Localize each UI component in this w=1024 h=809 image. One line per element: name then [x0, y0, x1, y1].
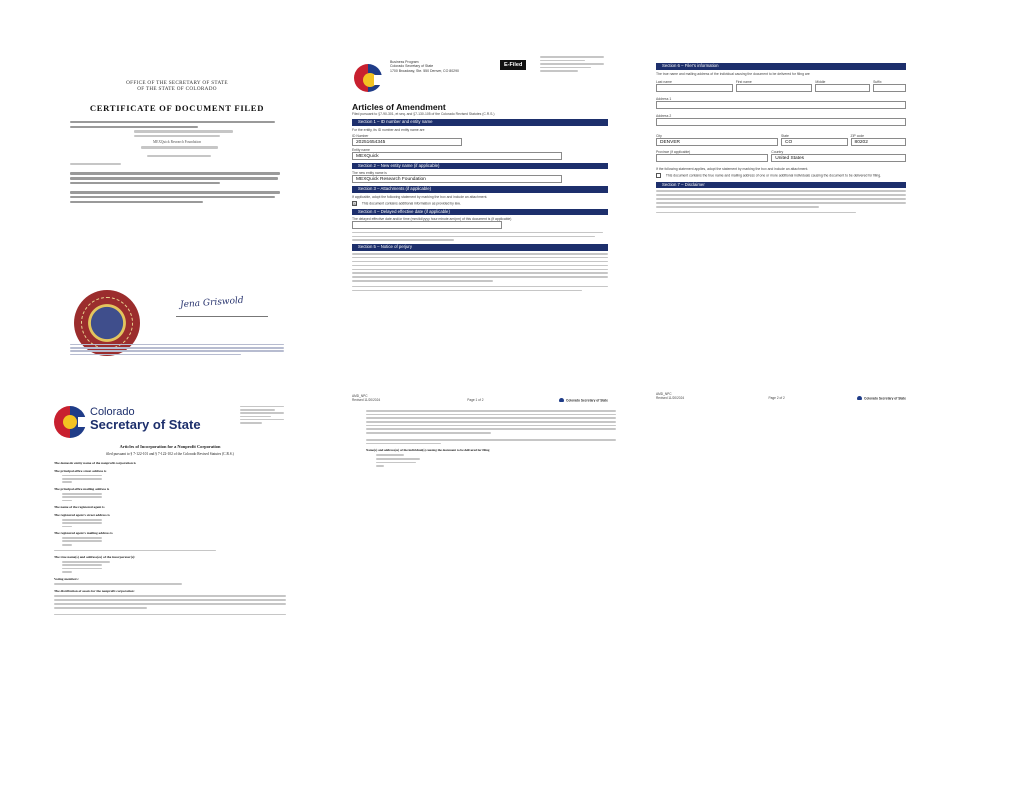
incorporation-page: Colorado Secretary of State Articles of Incorporation for a Nonprofit Corporation filed pursuant to § 7-122-101 and § 7-122-102 of the Colorado Revised Statutes (C.R.S.) The domestic entity name of the nonprofit corporation is The principal office street address is The principal office mailing address is The name of the registered agent is The registered agent's street address is The registered agent's mailing address is The true name(s) and address(es) of the incorporator(s): Voting members: The distribution of assets for the nonprofit corporation:	[54, 402, 286, 747]
disclaimer-text	[656, 190, 906, 213]
brand-logo-icon	[559, 398, 564, 402]
statute-line: filed pursuant to § 7-122-101 and § 7-122-102 of the Colorado Revised Statutes (C.R.S.)	[106, 452, 234, 456]
brand-logo-icon	[857, 396, 862, 400]
city-state-zip: City DENVER State CO ZIP code 80202	[656, 132, 906, 146]
delayed-date-field[interactable]	[352, 221, 502, 229]
colorado-logo-icon	[354, 64, 382, 92]
certificate-title: CERTIFICATE OF DOCUMENT FILED	[89, 102, 265, 113]
colorado-logo-icon	[54, 406, 86, 438]
address-2-field[interactable]	[656, 118, 906, 126]
first-name-field[interactable]	[736, 84, 813, 92]
section-1-header: Section 1 – ID number and entity name	[352, 119, 608, 126]
page-footer: AMD_NPC Revised 11/20/2024 Page 1 of 2 Colorado Secretary of State	[352, 394, 608, 402]
section-2-header: Section 2 – New entity name (if applicable)	[352, 163, 608, 170]
amendment-page-2: Section 6 – Filer's information The true name and mailing address of the individual causing the document to be delivered for filing are Last name First name Middle Suffix Address 1 Address 2 City DENVER State CO ZIP code 80202 Province (if applicable) Country United States If the following statement applies, adopt the statement by marking the box and include an attachment. This document contains the true name and mailing address of one or more additional individuals causing the document to be delivered for filing. Section 7 – Disclaimer AMD_NPC Revised 11/20/2024 Page 2 of 2 Colorado Secretary of State	[656, 60, 906, 400]
entity-name-field[interactable]: MEXQuick	[352, 152, 562, 160]
filer-question: Name(s) and address(es) of the individual(s) causing the document to be delivered for filing	[366, 448, 490, 453]
last-name-field[interactable]	[656, 84, 733, 92]
certificate-footer	[70, 342, 284, 357]
section-6-header: Section 6 – Filer's information	[656, 63, 906, 70]
name-fields: Last name First name Middle Suffix	[656, 78, 906, 92]
amendment-page-1: Business Program Colorado Secretary of State 1700 Broadway, Ste. 550 Denver, CO 80290 E-Filed Articles of Amendment Filed pursuant to §7-90-301, et seq. and §7-130-105 of the Colorado Revised Statutes (C.R.S.) Section 1 – ID number and entity name For the entity, its ID number and entity name are ID Number 20251654345 Entity name MEXQuick Section 2 – New entity name (if applicable) The new entity name is MEXQuick Research Foundation Section 3 – Attachments (if applicable) If applicable, adopt the following statement by marking the box and include an attachment. ☒ This document contains additional information as provided by law. Section 4 – Delayed effective date (if applicable) The delayed effective date and/or time (mm/dd/yyyy hour:minute am/pm) of this document is (if applicable) Section 5 – Notice of perjury AMD_NPC Revised 11/20/2024 Page 1 of 2 Colorado Secretary of State	[352, 52, 608, 402]
suffix-field[interactable]	[873, 84, 906, 92]
additional-individuals-statement: This document contains the true name and mailing address of one or more additional individuals causing the document to be delivered for filing.	[656, 173, 906, 178]
amendment-header	[352, 52, 608, 100]
address-1-field[interactable]	[656, 101, 906, 109]
filing-stamp	[540, 54, 604, 74]
efiled-badge: E-Filed	[500, 60, 526, 70]
signature-line	[176, 316, 268, 317]
middle-name-field[interactable]	[815, 84, 870, 92]
section-3-header: Section 3 – Attachments (if applicable)	[352, 186, 608, 193]
incorporation-title: Articles of Incorporation for a Nonprofit Corporation	[119, 444, 221, 449]
page-footer: AMD_NPC Revised 11/20/2024 Page 2 of 2 Colorado Secretary of State	[656, 392, 906, 400]
business-program-info: Business Program Colorado Secretary of State 1700 Broadway, Ste. 550 Denver, CO 80290	[390, 60, 460, 73]
zip-field[interactable]: 80202	[851, 138, 906, 146]
certificate-body	[62, 121, 292, 203]
incorporation-header: Colorado Secretary of State	[54, 402, 286, 442]
document-title: Articles of Amendment	[352, 102, 446, 112]
section-5-header: Section 5 – Notice of perjury	[352, 244, 608, 251]
certificate-entity: MEXQuick Research Foundation	[152, 139, 202, 144]
amendment-page-3	[366, 408, 616, 528]
filing-metadata	[240, 404, 284, 426]
signature: Jena Griswold	[179, 295, 244, 311]
state-field[interactable]: CO	[781, 138, 848, 146]
attachment-statement: ☒ This document contains additional information as provided by law.	[353, 200, 461, 206]
certificate-page	[62, 72, 292, 377]
office-heading: OFFICE OF THE SECRETARY OF STATE OF THE STATE OF COLORADO	[126, 80, 228, 93]
country-field[interactable]: United States	[771, 154, 906, 162]
city-field[interactable]: DENVER	[656, 138, 778, 146]
new-entity-name-field[interactable]: MEXQuick Research Foundation	[352, 175, 562, 183]
section-4-header: Section 4 – Delayed effective date (if applicable)	[352, 209, 608, 216]
additional-individuals-checkbox[interactable]	[656, 173, 661, 178]
section-7-header: Section 7 – Disclaimer	[656, 182, 906, 189]
id-number-field[interactable]: 20251654345	[352, 138, 462, 146]
perjury-text	[352, 253, 608, 291]
province-field[interactable]	[656, 154, 768, 162]
attachment-checkbox[interactable]: ☒	[353, 200, 357, 206]
statute-line: Filed pursuant to §7-90-301, et seq. and §7-130-105 of the Colorado Revised Statutes (C.R.S.)	[352, 112, 495, 116]
province-country: Province (if applicable) Country United States	[656, 148, 906, 162]
